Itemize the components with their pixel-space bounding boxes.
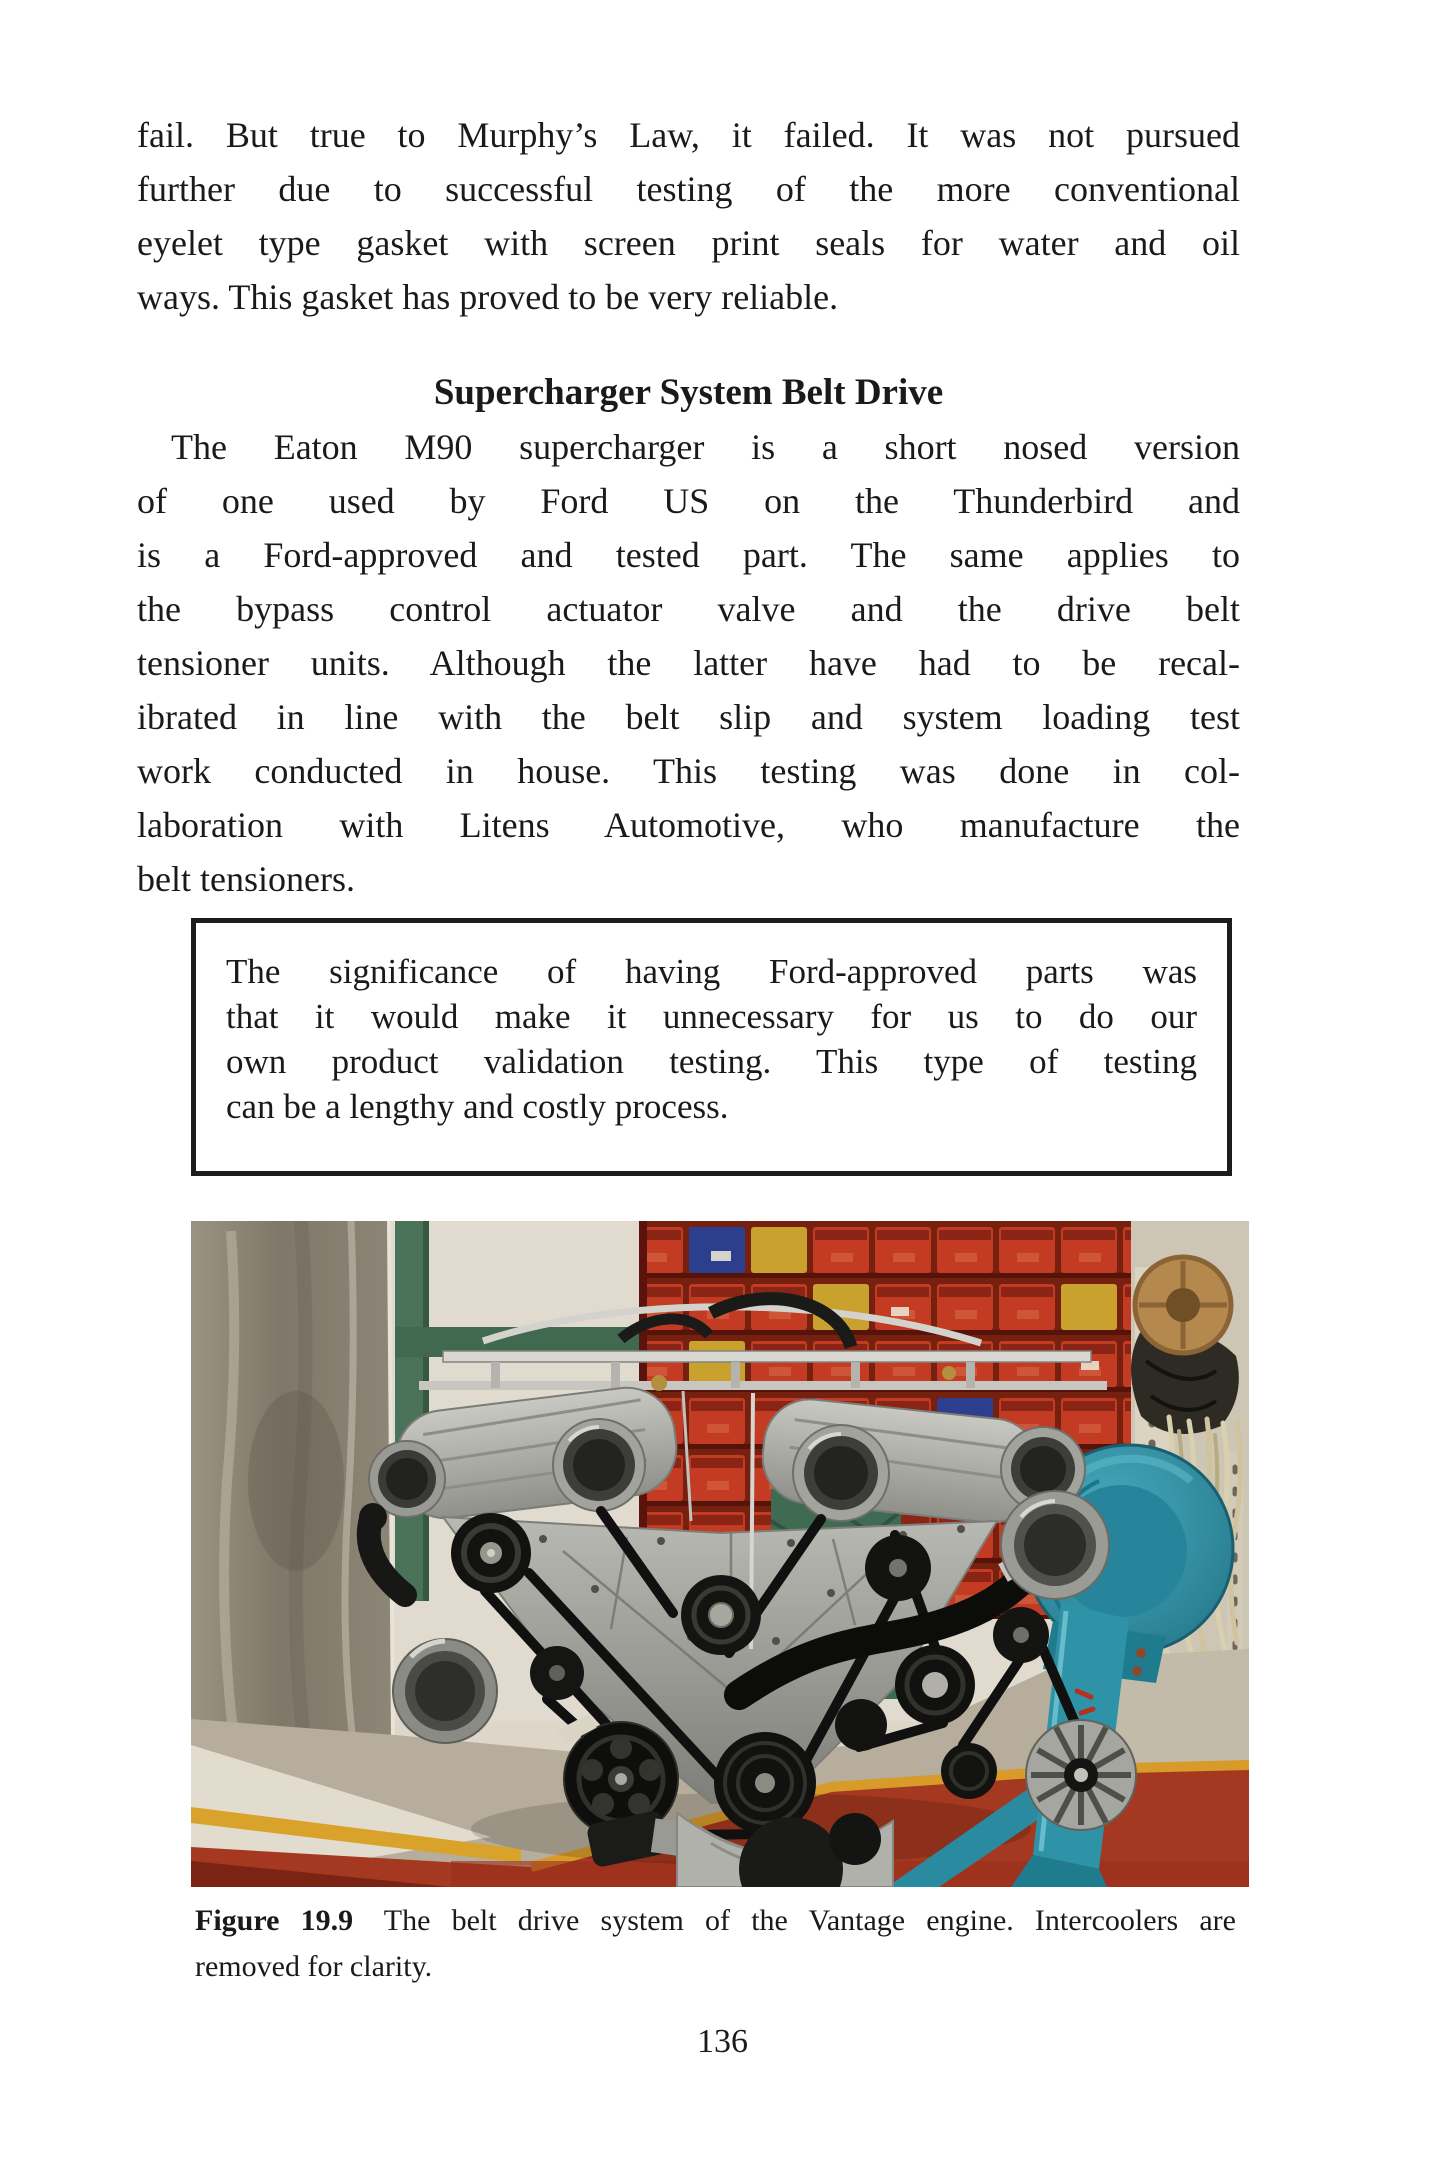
text-line: tensioner units. Although the latter have had to be recal-	[137, 643, 1240, 683]
text-line: ways. This gasket has proved to be very reliable.	[137, 277, 839, 317]
text-line: is a Ford-approved and tested part. The same applies to	[137, 535, 1240, 575]
text-line: that it would make it unnecessary for us to do our	[226, 997, 1197, 1036]
caption-label: Figure 19.9	[195, 1904, 354, 1937]
text-line: The significance of having Ford-approved parts was	[226, 952, 1197, 991]
text-line: eyelet type gasket with screen print seals for water and oil	[137, 223, 1240, 263]
cable-spool	[1131, 1257, 1239, 1434]
caption-line: removed for clarity.	[195, 1950, 433, 1983]
text-line: laboration with Litens Automotive, who manufacture the	[137, 805, 1240, 845]
figure-caption	[195, 1898, 1236, 1990]
text-line: further due to successful testing of the more conventional	[137, 169, 1240, 209]
page-number: 136	[697, 2023, 748, 2060]
body-paragraph-2	[137, 420, 1240, 906]
text-line: The Eaton M90 supercharger is a short nosed version	[171, 427, 1240, 467]
engine-photo-illustration	[191, 1221, 1249, 1887]
figure-photo	[191, 1221, 1249, 1887]
text-line: the bypass control actuator valve and the drive belt	[137, 589, 1240, 629]
caption-line	[195, 1898, 1236, 1944]
metal-sheet	[191, 1221, 393, 1781]
text-line: of one used by Ford US on the Thunderbird and	[137, 481, 1240, 521]
text-line: work conducted in house. This testing was done in col-	[137, 751, 1240, 791]
text-line: belt tensioners.	[137, 859, 355, 899]
text-line: fail. But true to Murphy’s Law, it failed. It was not pursued	[137, 115, 1240, 155]
caption-text: The belt drive system of the Vantage engine. Intercoolers are	[383, 1904, 1236, 1937]
text-line: ibrated in line with the belt slip and system loading test	[137, 697, 1240, 737]
body-paragraph-1	[137, 108, 1240, 324]
callout-box	[191, 918, 1232, 1176]
text-line: can be a lengthy and costly process.	[226, 1087, 729, 1126]
section-heading: Supercharger System Belt Drive	[433, 372, 944, 413]
alternator	[1026, 1720, 1136, 1830]
text-line: own product validation testing. This type of testing	[226, 1042, 1197, 1081]
